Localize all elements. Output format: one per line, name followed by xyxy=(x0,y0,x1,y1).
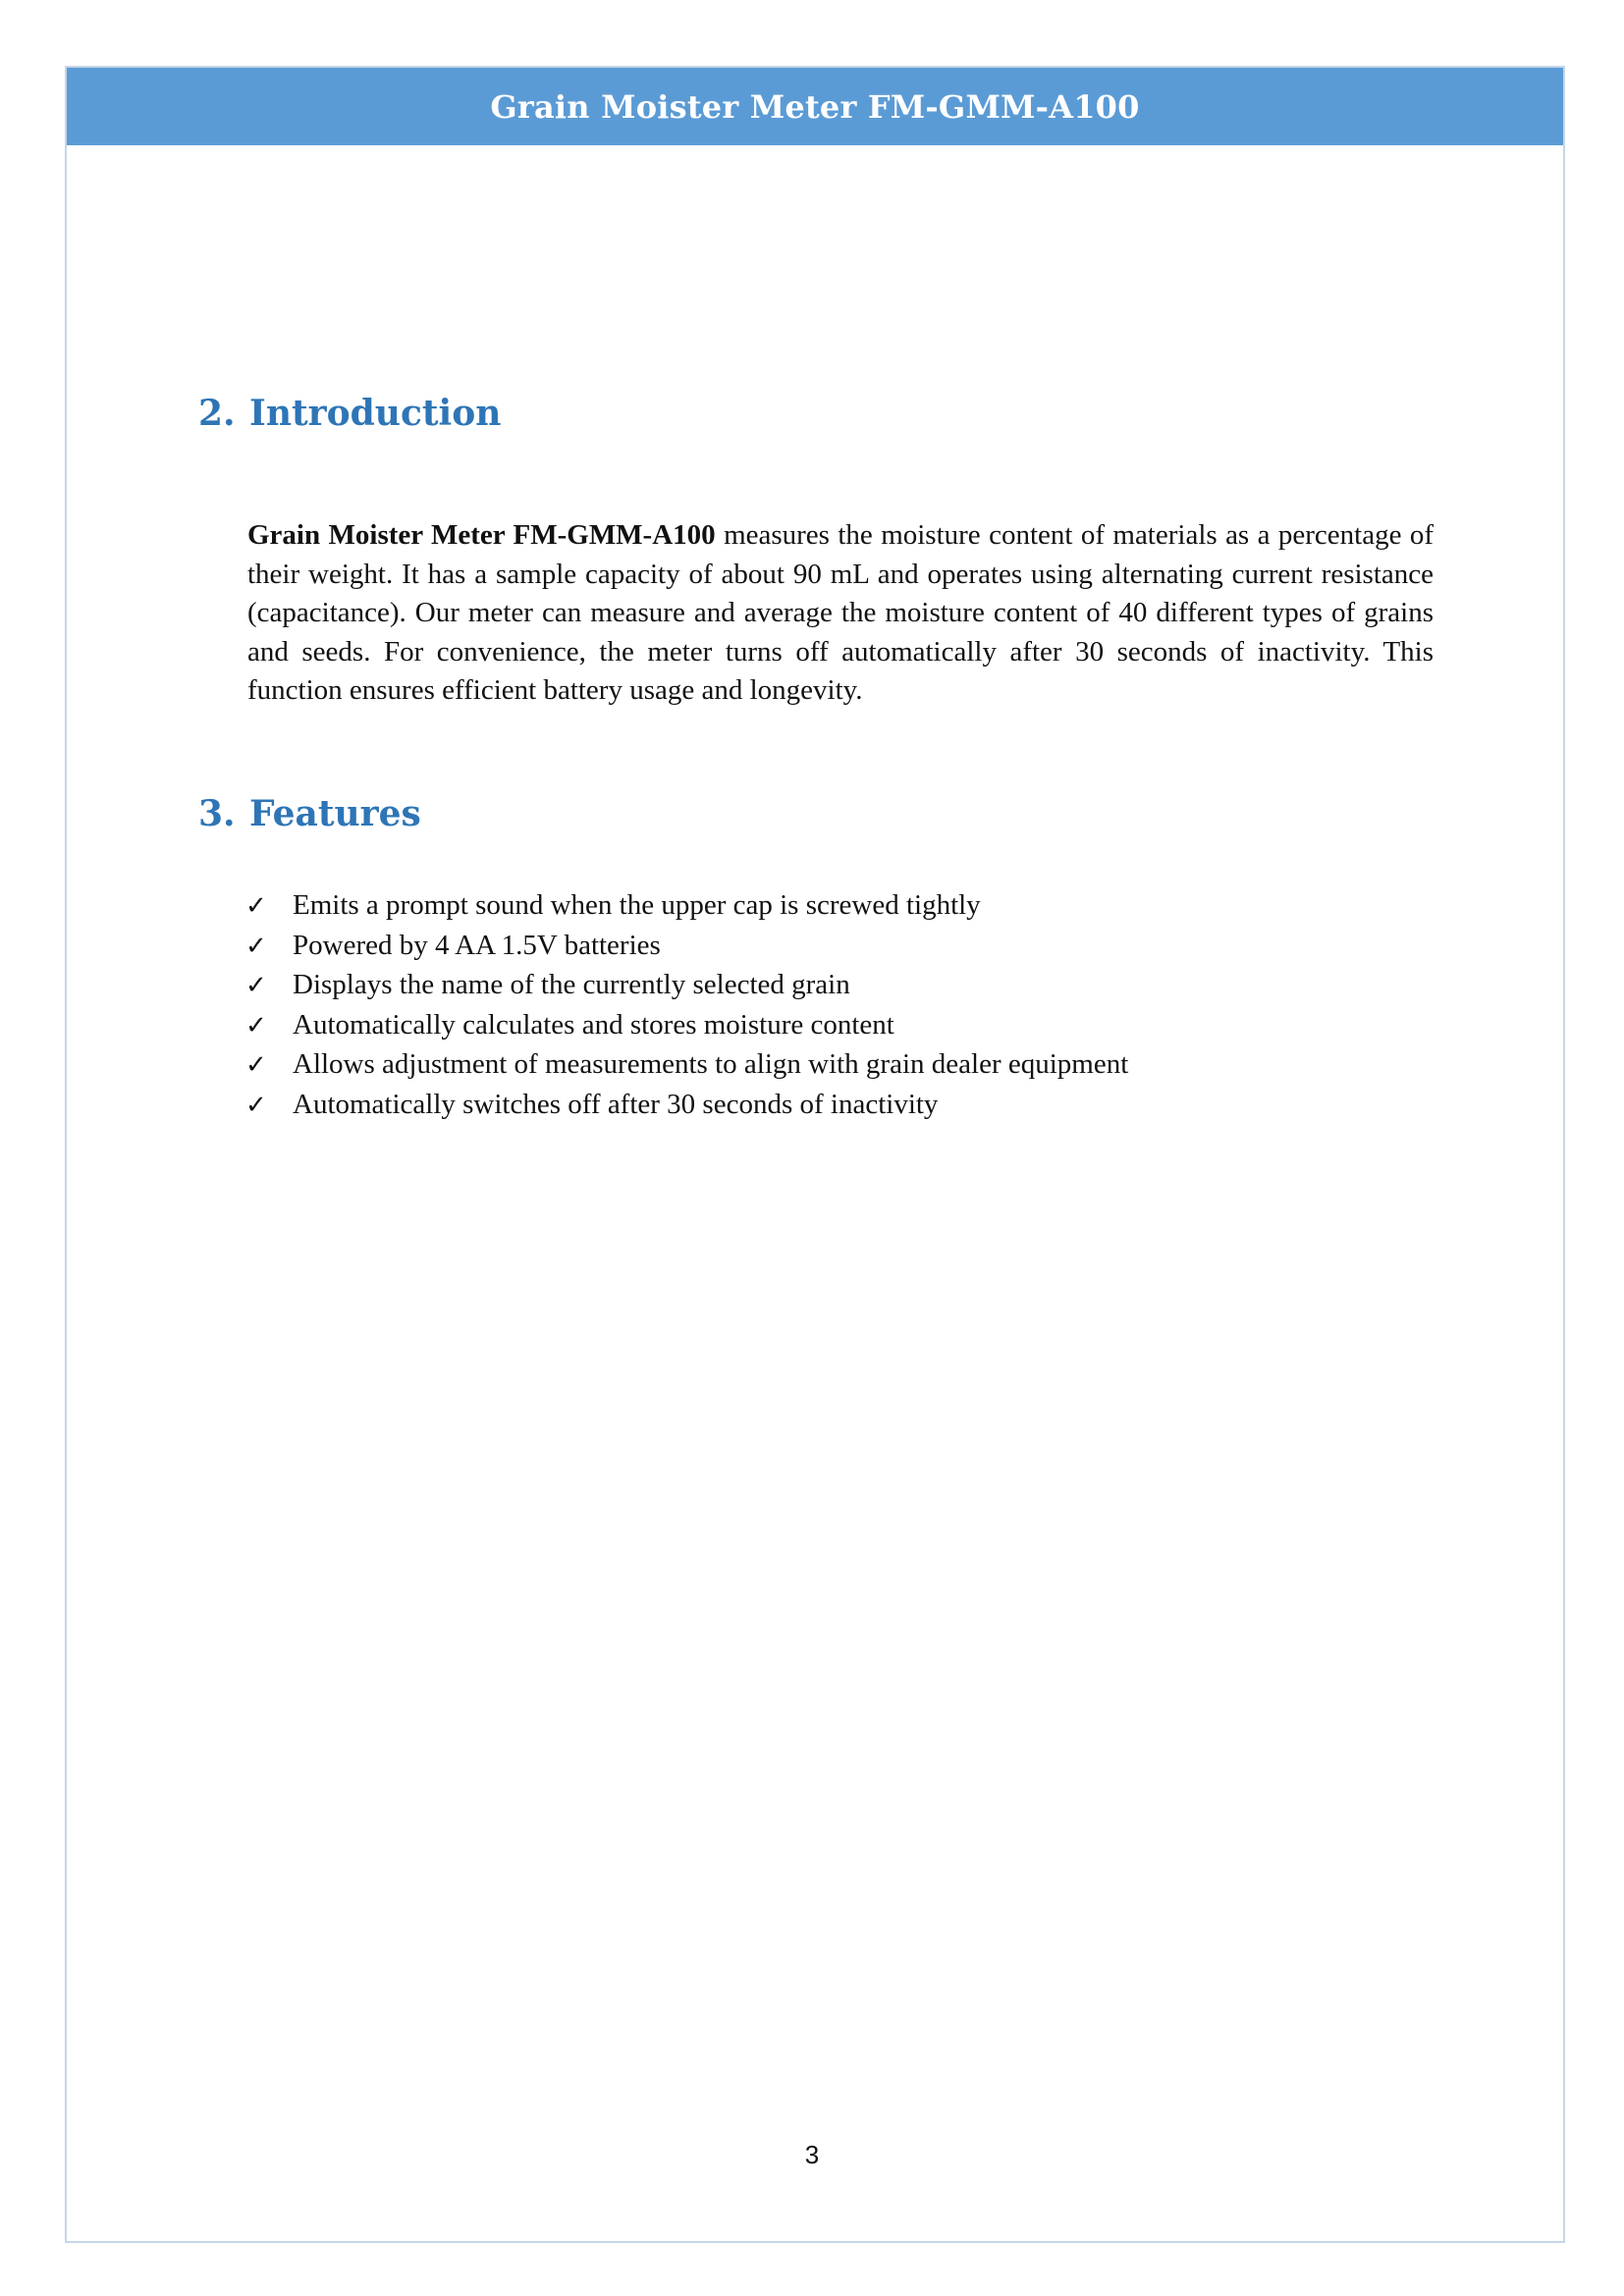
header-title: Grain Moister Meter FM-GMM-A100 xyxy=(490,87,1140,126)
check-icon: ✓ xyxy=(245,1050,267,1080)
feature-text: Emits a prompt sound when the upper cap is screwed tightly xyxy=(293,889,981,921)
introduction-title: Introduction xyxy=(249,393,502,434)
check-icon: ✓ xyxy=(245,971,267,1000)
introduction-number: 2. xyxy=(198,393,236,434)
list-item xyxy=(245,1006,1128,1046)
list-item xyxy=(245,927,1128,967)
introduction-product-name: Grain Moister Meter FM-GMM-A100 xyxy=(247,519,716,551)
introduction-body: measures the moisture content of materials as a percentage of their weight. It has a sample capacity of about 90 mL and operates using alternating current resistance (capacitance). Our meter can measure and average the moisture content of 40 different types of grains and seeds. For convenience, the meter turns off automatically after 30 seconds of inactivity. This function ensures efficient battery usage and longevity. xyxy=(247,519,1435,706)
feature-text: Powered by 4 AA 1.5V batteries xyxy=(293,929,661,961)
feature-text: Allows adjustment of measurements to align with grain dealer equipment xyxy=(293,1048,1129,1080)
list-item xyxy=(245,1086,1128,1126)
features-list xyxy=(245,886,1128,1125)
features-heading xyxy=(198,793,421,834)
feature-text: Displays the name of the currently selected grain xyxy=(293,969,850,1000)
features-title: Features xyxy=(249,793,421,834)
introduction-paragraph xyxy=(247,516,1434,711)
header-bar xyxy=(67,68,1563,145)
features-number: 3. xyxy=(198,793,236,834)
page-number: 3 xyxy=(804,2140,820,2169)
feature-text: Automatically calculates and stores moisture content xyxy=(293,1008,894,1041)
list-item xyxy=(245,886,1128,927)
check-icon: ✓ xyxy=(245,891,267,921)
list-item xyxy=(245,1045,1128,1086)
check-icon: ✓ xyxy=(245,1010,267,1041)
introduction-heading xyxy=(198,393,501,434)
check-icon: ✓ xyxy=(245,931,267,961)
check-icon: ✓ xyxy=(245,1090,267,1120)
list-item xyxy=(245,966,1128,1006)
feature-text: Automatically switches off after 30 seconds of inactivity xyxy=(293,1088,939,1120)
